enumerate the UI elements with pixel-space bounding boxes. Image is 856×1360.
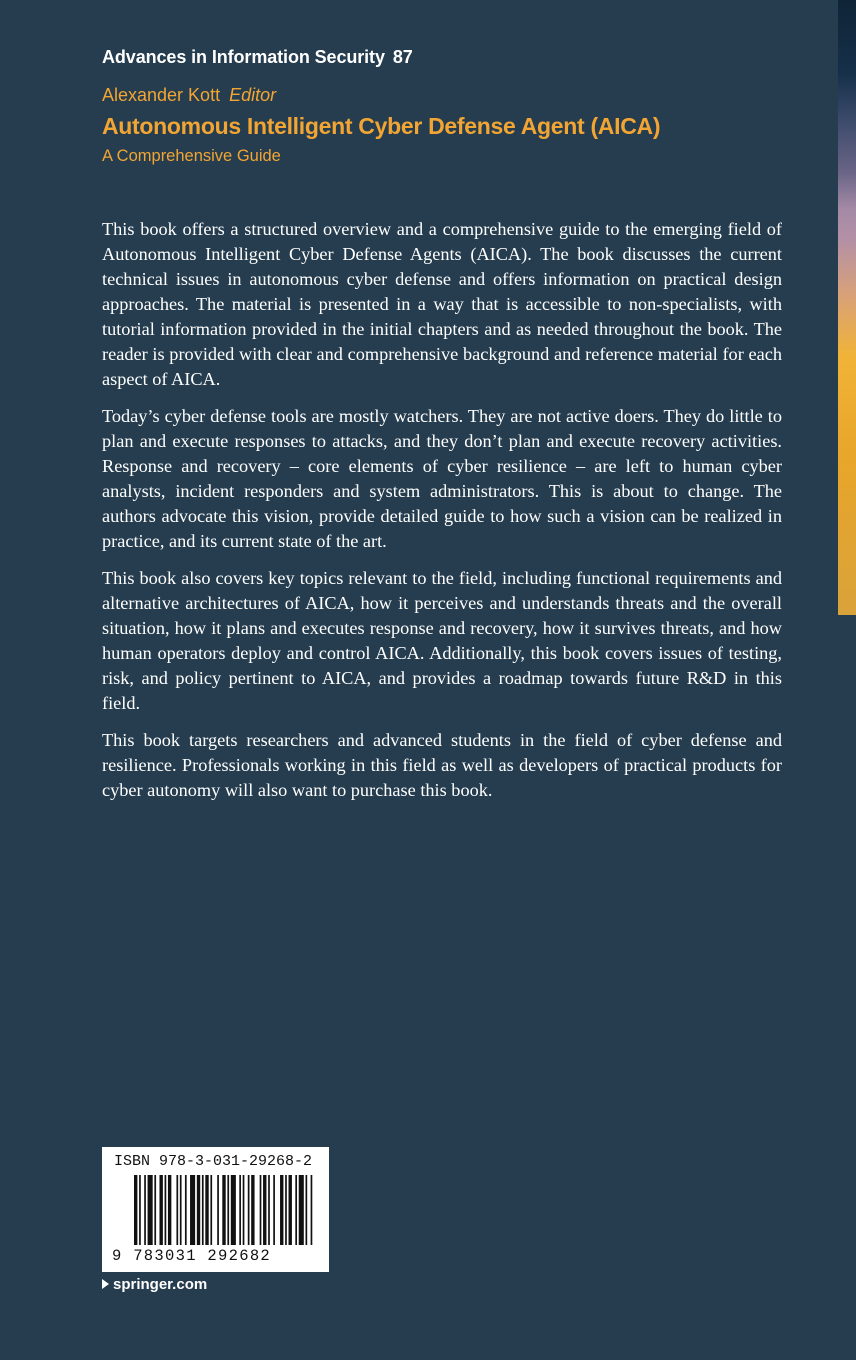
barcode-bar xyxy=(231,1175,236,1245)
isbn-label: ISBN 978-3-031-29268-2 xyxy=(114,1153,313,1170)
barcode-bar xyxy=(197,1175,200,1245)
barcode-bar xyxy=(165,1175,167,1245)
barcode-bar xyxy=(144,1175,146,1245)
barcode-bars xyxy=(134,1175,314,1253)
barcode-bar xyxy=(185,1175,187,1245)
series-line xyxy=(102,47,413,68)
barcode-bar xyxy=(280,1175,283,1245)
barcode-bar xyxy=(190,1175,195,1245)
blurb-paragraph: This book offers a structured overview and a comprehensive guide to the emerging field of Autonomous Intelligent Cyber Defense Agents (AICA). The book discusses the current technical issues in autonomous cyber defense and offers information on practical design approaches. The material is presented in a way that is accessible to non-specialists, with tutorial information provided in the initial chapters and as needed throughout the book. The reader is provided with clear and comprehensive background and reference material for each aspect of AICA. xyxy=(102,219,782,389)
publisher-site: springer.com xyxy=(113,1276,208,1293)
barcode-bar xyxy=(311,1175,313,1245)
barcode-bar xyxy=(210,1175,212,1245)
barcode-bar xyxy=(168,1175,171,1245)
editor-name: Alexander Kott xyxy=(102,85,221,105)
barcode-bar xyxy=(205,1175,208,1245)
barcode-bar xyxy=(251,1175,254,1245)
barcode-bar xyxy=(180,1175,182,1245)
publisher-link[interactable] xyxy=(102,1276,207,1293)
book-title: Autonomous Intelligent Cyber Defense Agent (AICA) xyxy=(102,113,661,139)
barcode-bar xyxy=(306,1175,308,1245)
barcode-digits: 9 783031 292682 xyxy=(112,1247,272,1265)
barcode-bar xyxy=(148,1175,153,1245)
barcode-bar xyxy=(159,1175,162,1245)
barcode-bar xyxy=(248,1175,250,1245)
barcode-bar xyxy=(239,1175,241,1245)
isbn-barcode xyxy=(102,1147,329,1272)
barcode-bar xyxy=(299,1175,304,1245)
blurb-paragraph: This book also covers key topics relevant to the field, including functional requirements and alternative architectures of AICA, how it perceives and understands threats and the overall situation, how it plans and executes response and recovery, how it survives threats, and how human operators deploy and control AICA. Additionally, this book covers issues of testing, risk, and policy pertinent to AICA, and provides a roadmap towards future R&D in this field. xyxy=(102,568,782,713)
blurb-paragraph: This book targets researchers and advanced students in the field of cyber defense and resilience. Professionals working in this field as well as developers of practical products for cyber autonomy will also want to purchase this book. xyxy=(102,730,782,800)
barcode-bar xyxy=(295,1175,297,1245)
series-number: 87 xyxy=(392,47,413,67)
barcode-bar xyxy=(176,1175,178,1245)
series-name: Advances in Information Security xyxy=(102,47,385,67)
barcode-bar xyxy=(154,1175,156,1245)
barcode-bar xyxy=(289,1175,292,1245)
cover-art-edge xyxy=(838,0,856,615)
barcode-bar xyxy=(243,1175,245,1245)
blurb xyxy=(102,217,782,815)
editor-role: Editor xyxy=(229,85,277,105)
barcode-bar xyxy=(139,1175,141,1245)
barcode-bar xyxy=(263,1175,266,1245)
barcode-bar xyxy=(134,1175,137,1245)
arrow-right-icon xyxy=(102,1279,109,1289)
blurb-paragraph: Today’s cyber defense tools are mostly watchers. They are not active doers. They do little to plan and execute responses to attacks, and they don’t plan and execute recovery activities. Response and recovery – core elements of cyber resilience – are left to human cyber analysts, incident responders and system administrators. This is about to change. The authors advocate this vision, provide detailed guide to how such a vision can be realized in practice, and its current state of the art. xyxy=(102,406,782,551)
book-subtitle: A Comprehensive Guide xyxy=(102,147,281,165)
barcode-bar xyxy=(227,1175,229,1245)
barcode-bar xyxy=(273,1175,275,1245)
barcode-bar xyxy=(260,1175,262,1245)
barcode-bar xyxy=(268,1175,270,1245)
barcode-bar xyxy=(217,1175,219,1245)
barcode-bar xyxy=(222,1175,225,1245)
barcode-bar xyxy=(285,1175,287,1245)
editor-line xyxy=(102,85,276,106)
barcode-bar xyxy=(202,1175,204,1245)
